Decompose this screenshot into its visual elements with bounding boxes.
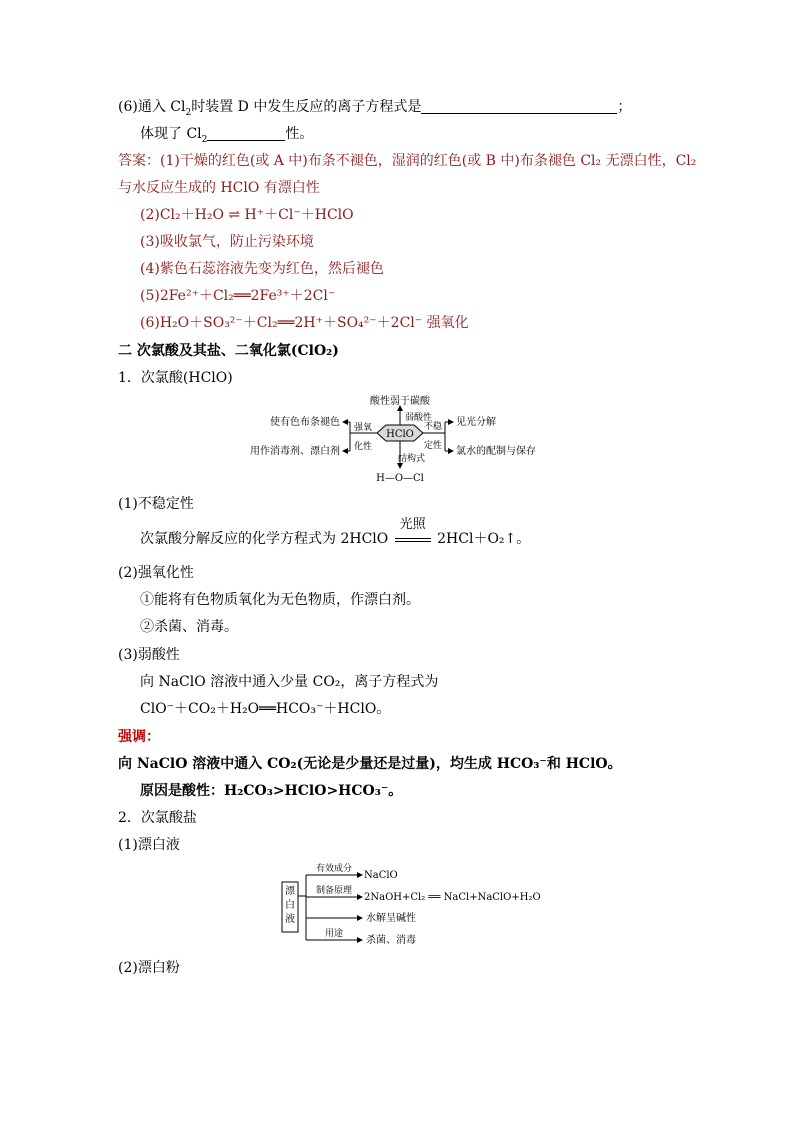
bleach-liquid-diagram xyxy=(278,858,548,950)
row3-value: 水解呈碱性 xyxy=(366,913,416,924)
bleach-box-char: 液 xyxy=(285,914,295,925)
right-arrow-label-1: 不稳 xyxy=(424,422,443,432)
subsection-1-title: 1．次氯酸(HClO) xyxy=(118,370,233,386)
property-1-text-post: 2HCl＋O₂↑。 xyxy=(437,531,531,547)
row2-value: 2NaOH+Cl₂ ══ NaCl+NaClO+H₂O xyxy=(364,892,541,903)
property-3-title: (3)弱酸性 xyxy=(118,647,180,663)
light-condition xyxy=(393,517,433,549)
top-arrow-label: 弱酸性 xyxy=(405,413,433,423)
hclo-properties-diagram xyxy=(250,393,550,485)
section-heading: 二 次氯酸及其盐、二氧化氯(ClO₂) xyxy=(118,343,339,359)
row4-value: 杀菌、消毒 xyxy=(366,935,416,946)
property-2-item-2: ②杀菌、消毒。 xyxy=(140,619,238,635)
q6-line1-end: ； xyxy=(617,99,632,115)
answer-5: (5)2Fe²⁺＋Cl₂══2Fe³⁺＋2Cl⁻ xyxy=(140,288,336,304)
property-3-equation: ClO⁻＋CO₂＋H₂O══HCO₃⁻＋HClO。 xyxy=(140,701,391,717)
answer-1-line1: 答案：(1)干燥的红色(或 A 中)布条不褪色，湿润的红色(或 B 中)布条褪色 Cl₂ 无漂白性，Cl₂ xyxy=(118,153,697,169)
q6-line2-post: 性。 xyxy=(285,126,314,142)
row4-label: 用途 xyxy=(324,929,344,939)
right-output-1: 见光分解 xyxy=(456,417,496,428)
structure-formula: H—O—Cl xyxy=(376,473,424,484)
hclo-center-label: HClO xyxy=(386,429,414,440)
right-output-2: 氯水的配制与保存 xyxy=(456,446,536,457)
q6-line1-post: 时装置 D 中发生反应的离子方程式是 xyxy=(191,99,422,115)
property-3-text: 向 NaClO 溶液中通入少量 CO₂，离子方程式为 xyxy=(140,674,439,690)
answer-6: (6)H₂O＋SO₃²⁻＋Cl₂══2H⁺＋SO₄²⁻＋2Cl⁻ 强氧化 xyxy=(140,315,469,331)
q6-line2 xyxy=(140,124,313,144)
row1-label: 有效成分 xyxy=(315,864,353,874)
q6-line2-sub: 2 xyxy=(201,134,208,145)
q6-line1-sub: 2 xyxy=(185,107,192,118)
light-condition-label: 光照 xyxy=(399,517,426,532)
answer-1-line2: 与水反应生成的 HClO 有漂白性 xyxy=(118,180,320,196)
answer-2: (2)Cl₂＋H₂O ⇌ H⁺＋Cl⁻＋HClO xyxy=(140,207,354,223)
row2-label: 制备原理 xyxy=(315,886,353,896)
answer-3: (3)吸收氯气，防止污染环境 xyxy=(140,234,314,250)
property-2-item-1: ①能将有色物质氧化为无色物质，作漂白剂。 xyxy=(140,592,420,608)
left-output-2: 用作消毒剂、漂白剂 xyxy=(250,446,340,457)
bleach-liquid-title: (1)漂白液 xyxy=(118,837,180,853)
property-2-title: (2)强氧化性 xyxy=(118,565,194,581)
subsection-2-title: 2．次氯酸盐 xyxy=(118,810,197,826)
emphasis-line-1: 向 NaClO 溶液中通入 CO₂(无论是少量还是过量)，均生成 HCO₃⁻和 HClO。 xyxy=(118,756,622,772)
top-label: 酸性弱于碳酸 xyxy=(370,396,430,407)
q6-blank-1[interactable] xyxy=(421,99,617,114)
bottom-arrow-label: 结构式 xyxy=(398,454,426,464)
bleach-powder-title: (2)漂白粉 xyxy=(118,960,180,976)
property-1-title: (1)不稳定性 xyxy=(118,496,194,512)
bleach-box-label xyxy=(285,884,295,925)
q6-blank-2[interactable] xyxy=(207,126,285,141)
q6-line1-pre: (6)通入 Cl xyxy=(118,99,186,115)
emphasis-line-2: 原因是酸性：H₂CO₃>HClO>HCO₃⁻。 xyxy=(140,783,403,799)
row1-value: NaClO xyxy=(364,870,398,881)
q6-line1 xyxy=(118,97,631,117)
bleach-box-char: 白 xyxy=(285,900,295,911)
left-arrow-label-1: 强氧 xyxy=(354,423,373,433)
right-arrow-label-2: 定性 xyxy=(424,441,443,451)
answer-4: (4)紫色石蕊溶液先变为红色，然后褪色 xyxy=(140,261,384,277)
emphasis-label: 强调： xyxy=(118,729,160,745)
left-output-1: 使有色布条褪色 xyxy=(270,417,340,428)
q6-line2-pre: 体现了 Cl xyxy=(140,126,202,142)
property-1-text-pre: 次氯酸分解反应的化学方程式为 2HClO xyxy=(140,531,389,547)
bleach-box-char: 漂 xyxy=(285,886,295,897)
property-1-text xyxy=(140,517,531,549)
left-arrow-label-2: 化性 xyxy=(354,442,373,452)
